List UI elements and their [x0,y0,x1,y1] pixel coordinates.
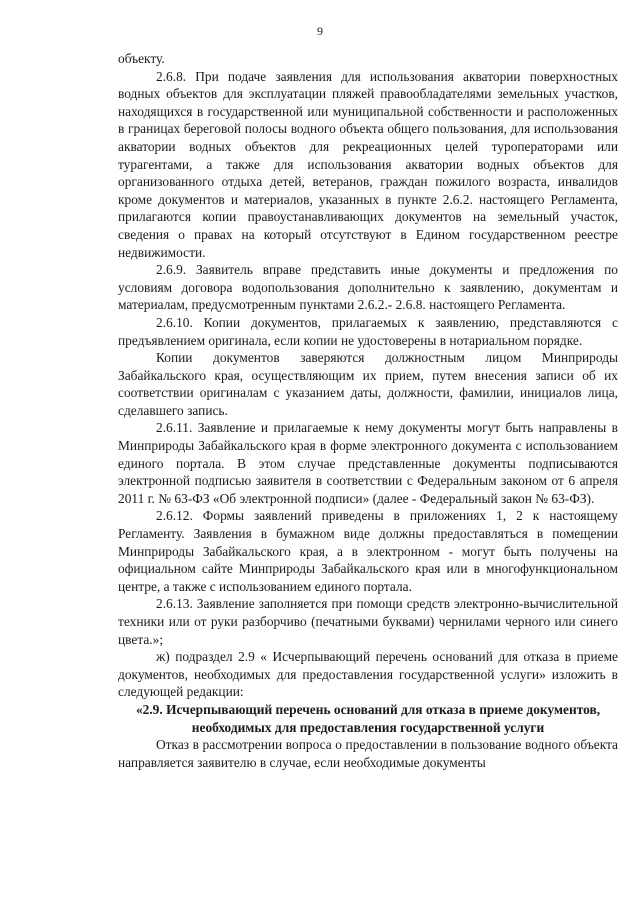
document-body [118,50,618,771]
paragraph: 2.6.9. Заявитель вправе представить иные документы и предложения по условиям договора водопользования дополнительно к заявлению, документам и материалам, предусмотренным пунктами 2.6.2.- 2.6.8. настоящего Регламента. [118,262,618,313]
paragraph: ж) подраздел 2.9 « Исчерпывающий перечень оснований для отказа в приеме документов, необходимых для предоставления государственной услуги» изложить в следующей редакции: [118,649,618,700]
paragraph: 2.6.10. Копии документов, прилагаемых к заявлению, представляются с предъявлением оригинала, если копии не удостоверены в нотариальном порядке. [118,314,618,348]
section-heading: «2.9. Исчерпывающий перечень оснований для отказа в приеме документов, необходимых для предоставления государственной услуги [135,701,601,735]
paragraph: 2.6.8. При подаче заявления для использования акватории поверхностных водных объектов для эксплуатации пляжей правообладателями земельных участков, находящихся в государственной или муниципальной собственности и расположенных в границах береговой полосы водного объекта общего пользования, для использования акватории водных объектов для рекреационных целей туроператорами или турагентами, а также для использования акватории водных объектов для организованного отдыха детей, ветеранов, граждан пожилого возраста, инвалидов кроме документов и материалов, указанных в пункте 2.6.2. настоящего Регламента, прилагаются копии правоустанавливающих документов на земельный участок, сведения о правах на который отсутствуют в Едином государственном реестре недвижимости. [118,68,618,260]
paragraph: 2.6.13. Заявление заполняется при помощи средств электронно-вычислительной техники или от руки разборчиво (печатными буквами) чернилами черного или синего цвета.»; [118,596,618,647]
page-number: 9 [317,24,323,38]
paragraph: Отказ в рассмотрении вопроса о предоставлении в пользование водного объекта направляется заявителю в случае, если необходимые документы [118,737,618,770]
paragraph: 2.6.11. Заявление и прилагаемые к нему документы могут быть направлены в Минприроды Забайкальского края в форме электронного документа с использованием единого портала. В этом случае представленные документы подписываются электронной подписью заявителя в соответствии с Федеральным законом от 6 апреля 2011 г. № 63-ФЗ «Об электронной подписи» (далее - Федеральный закон № 63-ФЗ). [118,420,618,506]
paragraph: 2.6.12. Формы заявлений приведены в приложениях 1, 2 к настоящему Регламенту. Заявления в бумажном виде должны предоставляться в помещении Минприроды Забайкальского края, а в электронном - могут быть получены на официальном сайте Минприроды Забайкальского края или в многофункциональном центре, а также с использованием единого портала. [118,508,618,594]
paragraph: Копии документов заверяются должностным лицом Минприроды Забайкальского края, осуществляющим их прием, путем внесения записи об их соответствии оригиналам с указанием даты, должности, фамилии, инициалов лица, сделавшего запись. [118,350,618,418]
paragraph: объекту. [118,51,165,66]
